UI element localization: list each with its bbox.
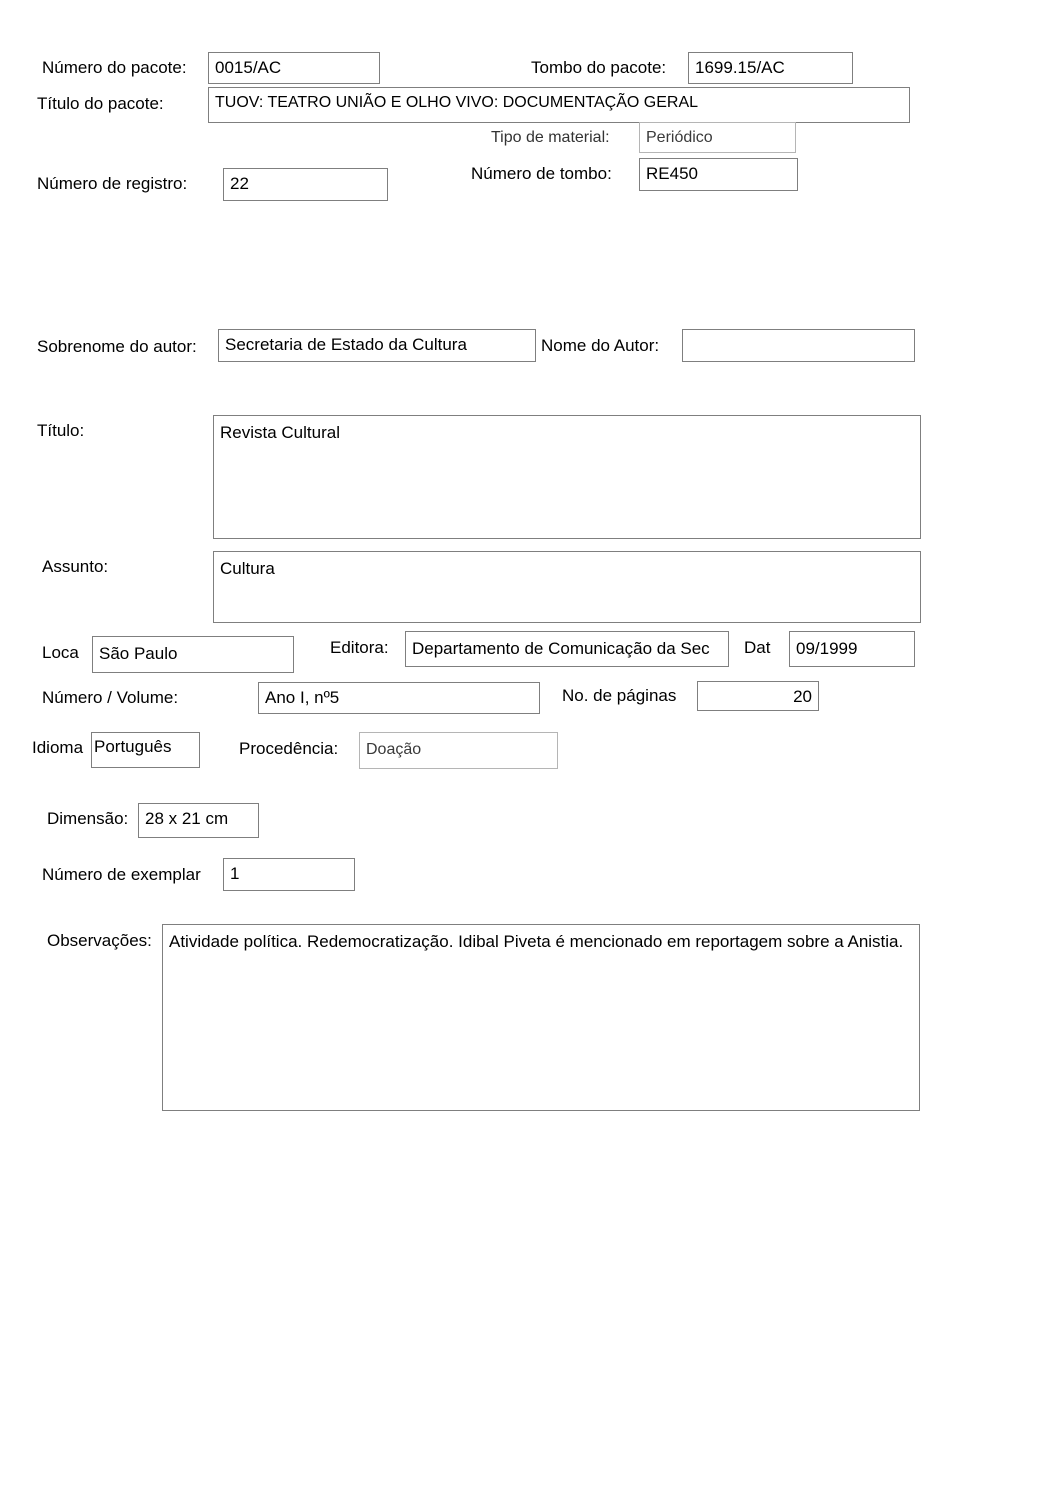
titulo-pacote-label: Título do pacote: xyxy=(37,94,164,113)
sobrenome-autor-field[interactable]: Secretaria de Estado da Cultura xyxy=(218,329,536,362)
idioma-label: Idioma xyxy=(32,738,84,757)
paginas-field[interactable]: 20 xyxy=(697,681,819,711)
numero-volume-label: Número / Volume: xyxy=(42,688,179,707)
editora-field[interactable]: Departamento de Comunicação da Sec xyxy=(405,631,729,667)
editora-label: Editora: xyxy=(330,638,389,657)
assunto-field[interactable]: Cultura xyxy=(213,551,921,623)
sobrenome-autor-label: Sobrenome do autor: xyxy=(37,337,197,356)
numero-registro-field[interactable]: 22 xyxy=(223,168,388,201)
tipo-material-field[interactable]: Periódico xyxy=(639,122,796,153)
dimensao-field[interactable]: 28 x 21 cm xyxy=(138,803,259,838)
numero-pacote-field[interactable]: 0015/AC xyxy=(208,52,380,84)
numero-tombo-field[interactable]: RE450 xyxy=(639,158,798,191)
titulo-label: Título: xyxy=(37,421,85,440)
titulo-field[interactable]: Revista Cultural xyxy=(213,415,921,539)
local-field[interactable]: São Paulo xyxy=(92,636,294,673)
nome-autor-label: Nome do Autor: xyxy=(541,336,660,355)
dimensao-label: Dimensão: xyxy=(47,809,129,828)
idioma-field[interactable]: Português xyxy=(91,732,200,768)
numero-tombo-label: Número de tombo: xyxy=(471,164,612,183)
tombo-pacote-label: Tombo do pacote: xyxy=(531,58,667,77)
data-label: Dat xyxy=(744,638,771,657)
nome-autor-field[interactable] xyxy=(682,329,915,362)
exemplar-field[interactable]: 1 xyxy=(223,858,355,891)
procedencia-field[interactable]: Doação xyxy=(359,732,558,769)
data-field[interactable]: 09/1999 xyxy=(789,631,915,667)
titulo-pacote-field[interactable]: TUOV: TEATRO UNIÃO E OLHO VIVO: DOCUMENTAÇÃO GERAL xyxy=(208,87,910,123)
numero-registro-label: Número de registro: xyxy=(37,174,188,193)
tipo-material-label: Tipo de material: xyxy=(491,129,610,146)
observacoes-field[interactable]: Atividade política. Redemocratização. Idibal Piveta é mencionado em reportagem sobre a Anistia. xyxy=(162,924,920,1111)
assunto-label: Assunto: xyxy=(42,557,109,576)
procedencia-label: Procedência: xyxy=(239,739,339,758)
paginas-label: No. de páginas xyxy=(562,686,677,705)
tombo-pacote-field[interactable]: 1699.15/AC xyxy=(688,52,853,84)
exemplar-label: Número de exemplar xyxy=(42,865,201,884)
observacoes-label: Observações: xyxy=(47,931,152,950)
numero-pacote-label: Número do pacote: xyxy=(42,58,187,77)
local-label: Loca xyxy=(42,643,79,662)
numero-volume-field[interactable]: Ano I, nº5 xyxy=(258,682,540,714)
